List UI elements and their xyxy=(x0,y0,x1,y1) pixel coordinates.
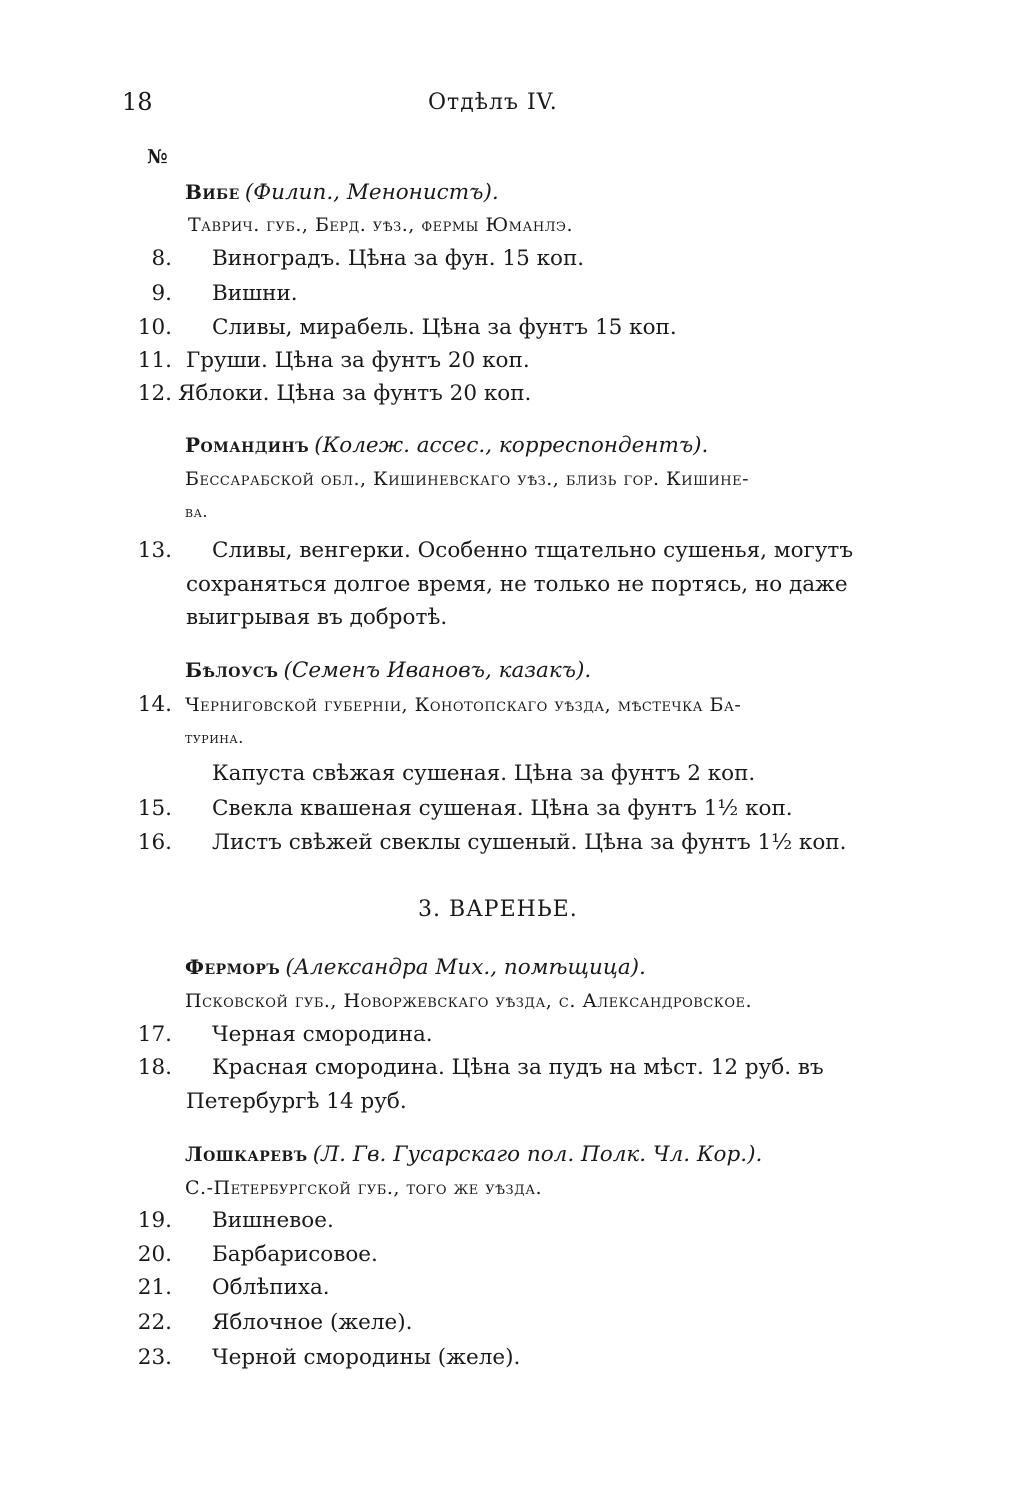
exhibitor-heading xyxy=(185,955,646,980)
exhibitor-location-cont: турина. xyxy=(185,728,244,747)
section-title: 3. ВАРЕНЬЕ. xyxy=(418,897,578,922)
exhibitor-details: (Колеж. ассес., корреспондентъ). xyxy=(314,433,709,458)
item-text: Свекла квашеная сушеная. Цѣна за фунтъ 1½ коп. xyxy=(212,796,793,821)
exhibitor-name: Ферморъ xyxy=(185,955,281,979)
exhibitor-details: (Л. Гв. Гусарскаго пол. Полк. Чл. Кор.). xyxy=(312,1142,763,1167)
exhibitor-details: (Семенъ Ивановъ, казакъ). xyxy=(283,658,592,683)
item-number: 17. xyxy=(137,1022,172,1047)
item-number: 23. xyxy=(137,1345,172,1370)
item-text: Яблочное (желе). xyxy=(212,1310,413,1335)
item-text: Листъ свѣжей свеклы сушеный. Цѣна за фунтъ 1½ коп. xyxy=(212,830,847,855)
exhibitor-location-cont: ва. xyxy=(185,502,208,521)
item-number: 9. xyxy=(151,281,172,306)
item-number: 11. xyxy=(137,348,172,373)
item-number: 13. xyxy=(137,538,172,563)
item-text-cont: Петербургѣ 14 руб. xyxy=(186,1089,407,1114)
item-text: Вишни. xyxy=(212,281,298,306)
item-text-cont: выигрывая въ добротѣ. xyxy=(186,605,448,630)
item-number: 18. xyxy=(137,1055,172,1080)
exhibitor-location: С.-Петербургской губ., того же уѣзда. xyxy=(185,1177,543,1199)
item-number: 16. xyxy=(137,830,172,855)
item-text: Виноградъ. Цѣна за фун. 15 коп. xyxy=(212,246,585,271)
exhibitor-name: Лошкаревъ xyxy=(185,1142,308,1166)
item-text: Черной смородины (желе). xyxy=(212,1345,521,1370)
item-text: Вишневое. xyxy=(212,1208,334,1233)
item-number: 10. xyxy=(137,315,172,340)
item-number: 12. xyxy=(137,381,172,406)
item-text: Сливы, венгерки. Особенно тщательно сушенья, могутъ xyxy=(212,538,854,563)
exhibitor-location: Псковской губ., Новоржевскаго уѣзда, с. Александровское. xyxy=(185,990,753,1012)
exhibitor-name: Вибе xyxy=(185,180,240,204)
exhibitor-name: Бѣлоусъ xyxy=(185,658,279,682)
item-text: Капуста свѣжая сушеная. Цѣна за фунтъ 2 коп. xyxy=(212,761,756,786)
item-number: 15. xyxy=(137,796,172,821)
numero-sign: № xyxy=(147,146,168,168)
item-text: Барбарисовое. xyxy=(212,1242,378,1267)
item-number: 20. xyxy=(137,1242,172,1267)
exhibitor-name: Романдинъ xyxy=(185,433,310,457)
exhibitor-details: (Александра Мих., помѣщица). xyxy=(285,955,646,980)
exhibitor-details: (Филип., Менонистъ). xyxy=(244,180,499,205)
exhibitor-location: Черниговской губерніи, Конотопскаго уѣзда, мѣстечка Ба- xyxy=(185,694,742,716)
item-number: 21. xyxy=(137,1275,172,1300)
item-text: Красная смородина. Цѣна за пудъ на мѣст. 12 руб. въ xyxy=(212,1055,824,1080)
exhibitor-heading xyxy=(185,1142,762,1167)
page-number: 18 xyxy=(122,88,153,116)
exhibitor-location: Бессарабской обл., Кишиневскаго уѣз., близь гор. Кишине- xyxy=(185,468,750,490)
exhibitor-location: Таврич. губ., Берд. уѣз., фермы Юманлэ. xyxy=(188,214,573,236)
item-text: Груши. Цѣна за фунтъ 20 коп. xyxy=(186,348,530,373)
page-header-title: Отдѣлъ IV. xyxy=(428,90,558,115)
item-number: 8. xyxy=(151,246,172,271)
item-text: Яблоки. Цѣна за фунтъ 20 коп. xyxy=(178,381,532,406)
item-number: 14. xyxy=(137,692,172,717)
exhibitor-heading xyxy=(185,180,499,205)
exhibitor-heading xyxy=(185,433,708,458)
exhibitor-heading xyxy=(185,658,591,683)
item-number: 22. xyxy=(137,1310,172,1335)
item-number: 19. xyxy=(137,1208,172,1233)
item-text: Сливы, мирабель. Цѣна за фунтъ 15 коп. xyxy=(212,315,677,340)
item-text: Черная смородина. xyxy=(212,1022,433,1047)
item-text: Облѣпиха. xyxy=(212,1275,330,1300)
item-text-cont: сохраняться долгое время, не только не портясь, но даже xyxy=(186,572,848,597)
